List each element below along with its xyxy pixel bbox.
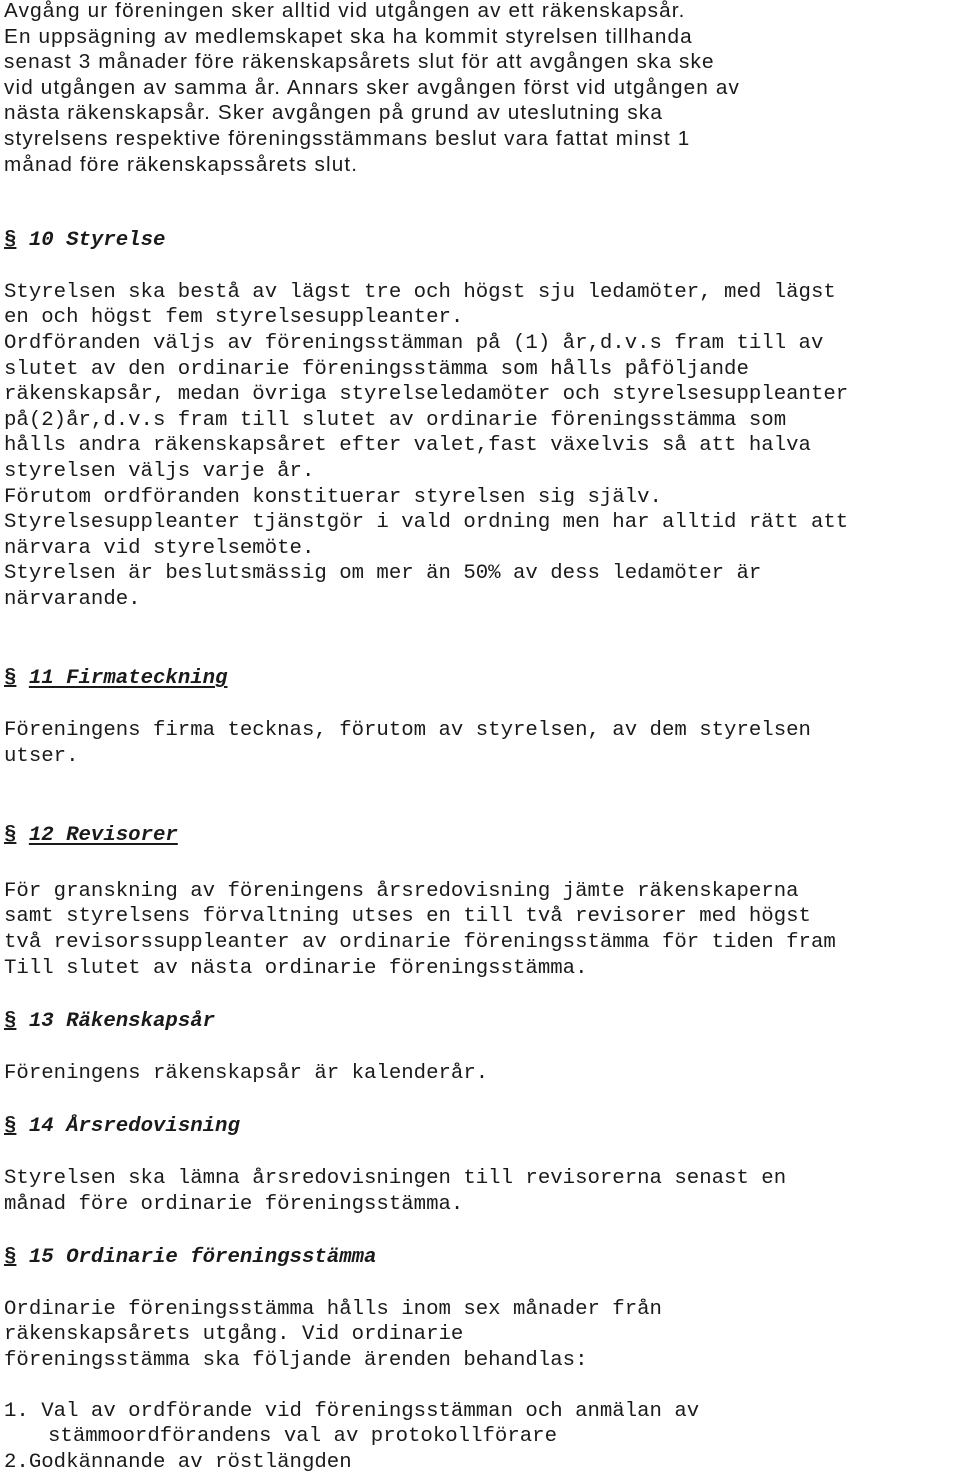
- intro-paragraph: [4, 0, 956, 177]
- text-line: räkenskapsår, medan övriga styrelseledamöter och styrelsesuppleanter: [4, 383, 849, 407]
- section-title: 14 Årsredovisning: [28, 1115, 240, 1139]
- text-line: på(2)år,d.v.s fram till slutet av ordinarie föreningsstämma som: [4, 408, 787, 432]
- text-line: två revisorssuppleanter av ordinarie föreningsstämma för tiden fram: [4, 931, 836, 955]
- text-line: samt styrelsens förvaltning utses en till två revisorer med högst: [4, 905, 811, 929]
- text-line: en och högst fem styrelsesuppleanter.: [4, 306, 464, 330]
- text-line: Föreningens räkenskapsår är kalenderår.: [4, 1061, 489, 1085]
- text-line: Avgång ur föreningen sker alltid vid utgången av ett räkenskapsår.: [4, 0, 686, 22]
- text-line: styrelsen väljs varje år.: [4, 459, 315, 483]
- text-line: föreningsstämma ska följande ärenden behandlas:: [4, 1348, 588, 1372]
- text-line: nästa räkenskapsår. Sker avgången på grund av uteslutning ska: [4, 101, 663, 125]
- text-line: närvara vid styrelsemöte.: [4, 536, 315, 560]
- agenda-list: [4, 1399, 956, 1476]
- section-symbol: §: [4, 824, 17, 848]
- section-symbol: §: [4, 1115, 17, 1139]
- section-title: 13 Räkenskapsår: [28, 1010, 216, 1034]
- section-symbol: §: [4, 229, 17, 253]
- section-heading-13: [4, 1009, 956, 1035]
- text-line: Förutom ordföranden konstituerar styrelsen sig själv.: [4, 485, 662, 509]
- text-line: En uppsägning av medlemskapet ska ha kommit styrelsen tillhanda: [4, 24, 693, 48]
- text-line: hålls andra räkenskapsåret efter valet,fast växelvis så att halva: [4, 434, 811, 458]
- section-symbol: §: [4, 1010, 17, 1034]
- text-line: månad före räkenskapssårets slut.: [4, 152, 359, 176]
- list-item-continuation: stämmoordförandens val av protokollförare: [48, 1425, 557, 1449]
- text-line: Styrelsen ska bestå av lägst tre och högst sju ledamöter, med lägst: [4, 280, 836, 304]
- section-body-14: [4, 1166, 956, 1217]
- section-heading-11: [4, 666, 956, 692]
- text-line: Ordinarie föreningsstämma hålls inom sex månader från: [4, 1297, 662, 1321]
- text-line: utser.: [4, 744, 79, 768]
- text-line: För granskning av föreningens årsredovisning jämte räkenskaperna: [4, 879, 799, 903]
- section-heading-14: [4, 1114, 956, 1140]
- section-symbol: §: [4, 667, 17, 691]
- section-body-15: [4, 1297, 956, 1374]
- text-line: slutet av den ordinarie föreningsstämma som hålls påföljande: [4, 357, 749, 381]
- section-body-12: [4, 879, 956, 981]
- text-line: Styrelsen ska lämna årsredovisningen till revisorerna senast en: [4, 1167, 787, 1190]
- section-heading-12: [4, 823, 956, 849]
- text-line: styrelsens respektive föreningsstämmans beslut vara fattat minst 1: [4, 126, 691, 150]
- text-line: månad före ordinarie föreningsstämma.: [4, 1192, 464, 1216]
- text-line: Styrelsesuppleanter tjänstgör i vald ordning men har alltid rätt att: [4, 511, 849, 535]
- text-line: räkenskapsårets utgång. Vid ordinarie: [4, 1323, 464, 1347]
- section-title: 11 Firmateckning: [28, 667, 228, 691]
- section-body-10: [4, 280, 956, 613]
- text-line: senast 3 månader före räkenskapsårets slut för att avgången ska ske: [4, 50, 715, 74]
- text-line: Ordföranden väljs av föreningsstämman på (1) år,d.v.s fram till av: [4, 331, 824, 355]
- section-title: 15 Ordinarie föreningsstämma: [28, 1246, 377, 1270]
- document-page: [4, 0, 956, 1475]
- section-symbol: §: [4, 1246, 17, 1270]
- list-item: 1. Val av ordförande vid föreningsstämman och anmälan av: [4, 1399, 700, 1423]
- section-title: 12 Revisorer: [28, 824, 178, 848]
- text-line: närvarande.: [4, 587, 141, 611]
- list-item: 2.Godkännande av röstlängden: [4, 1450, 352, 1474]
- section-body-13: [4, 1061, 956, 1087]
- section-heading-15: [4, 1245, 956, 1271]
- text-line: Styrelsen är beslutsmässig om mer än 50% av dess ledamöter är: [4, 562, 762, 586]
- section-body-11: [4, 718, 956, 769]
- section-title: 10 Styrelse: [28, 229, 166, 253]
- text-line: Till slutet av nästa ordinarie föreningsstämma.: [4, 956, 588, 980]
- text-line: Föreningens firma tecknas, förutom av styrelsen, av dem styrelsen: [4, 719, 811, 743]
- section-heading-10: [4, 228, 956, 254]
- text-line: vid utgången av samma år. Annars sker avgången först vid utgången av: [4, 75, 741, 99]
